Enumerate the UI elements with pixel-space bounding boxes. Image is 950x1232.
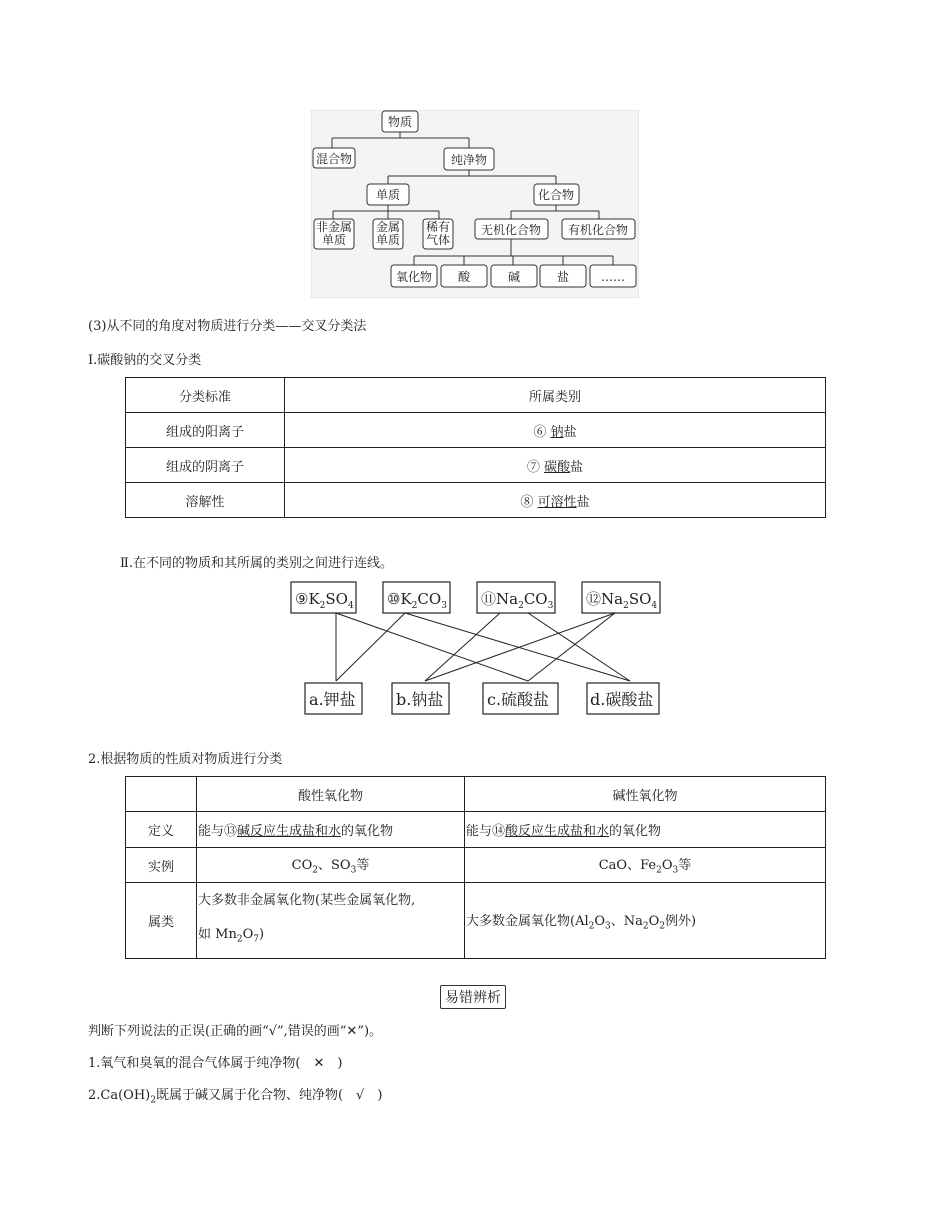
section-2-heading: 2.根据物质的性质对物质进行分类 xyxy=(88,752,283,767)
question-1: 1.氧气和臭氧的混合气体属于纯净物( ✕ ) xyxy=(88,1056,343,1071)
tree-compound: 化合物 xyxy=(537,188,575,202)
tree-inorganic: 无机化合物 xyxy=(480,223,542,237)
table-cell: CaO、$Fe_2O_3$等 xyxy=(465,848,826,883)
tree-leaf: 碱 xyxy=(507,270,521,284)
section-3-heading: (3)从不同的角度对物质进行分类——交叉分类法 xyxy=(88,319,367,334)
tree-metal-l2: 单质 xyxy=(375,233,401,247)
tree-root: 物质 xyxy=(387,115,413,129)
tree-leaf: 酸 xyxy=(457,270,471,284)
category-sodium-salt: b.钠盐 xyxy=(396,690,444,709)
tree-leaf: 盐 xyxy=(556,270,570,284)
error-analysis-title: 易错辨析 xyxy=(440,985,506,1009)
substance-k2so4: $⑨K_2SO_4$ xyxy=(295,590,354,611)
sodium-carbonate-table xyxy=(125,377,826,518)
table-cell: 能与⑬碱反应生成盐和水的氧化物 xyxy=(197,812,465,848)
classification-tree xyxy=(311,110,639,298)
table2-header-acidic: 酸性氧化物 xyxy=(197,777,465,812)
tree-leaf: 氧化物 xyxy=(395,270,433,284)
table-cell: ⑧ 可溶性盐 xyxy=(285,483,826,518)
table-cell: 大多数金属氧化物($Al_2O_3$、$Na_2O_2$例外) xyxy=(465,883,826,959)
table-row-label: 属类 xyxy=(126,883,197,959)
tree-mixture: 混合物 xyxy=(315,152,353,166)
category-potassium-salt: a.钾盐 xyxy=(309,690,356,709)
table-cell: 组成的阴离子 xyxy=(126,448,285,483)
table1-header-standard: 分类标准 xyxy=(126,378,285,413)
matching-diagram xyxy=(290,580,662,716)
tree-nonmetal-l2: 单质 xyxy=(321,233,347,247)
oxide-table xyxy=(125,776,826,959)
tree-organic: 有机化合物 xyxy=(567,223,629,237)
table-cell: 溶解性 xyxy=(126,483,285,518)
tree-metal-l1: 金属 xyxy=(375,220,401,234)
table-cell: 能与⑭酸反应生成盐和水的氧化物 xyxy=(465,812,826,848)
question-2: $2.Ca(OH)_2$既属于碱又属于化合物、纯净物( √ ) xyxy=(88,1088,383,1106)
error-intro: 判断下列说法的正误(正确的画“√”,错误的画“✕”)。 xyxy=(88,1024,383,1039)
substance-k2co3: $⑩K_2CO_3$ xyxy=(387,590,447,611)
table-row-label: 实例 xyxy=(126,848,197,883)
table-cell xyxy=(126,777,197,812)
tree-noble-l1: 稀有 xyxy=(425,220,451,234)
substance-na2co3: $⑪Na_2CO_3$ xyxy=(481,590,554,611)
table-cell: 大多数非金属氧化物(某些金属氧化物, 如 $Mn_2O_7$) xyxy=(197,883,465,959)
substance-na2so4: $⑫Na_2SO_4$ xyxy=(586,590,658,611)
category-sulfate: c.硫酸盐 xyxy=(487,690,550,709)
tree-leaf: …… xyxy=(601,270,625,284)
table-cell: 组成的阳离子 xyxy=(126,413,285,448)
section-i-heading: Ⅰ.碳酸钠的交叉分类 xyxy=(88,353,202,368)
category-carbonate: d.碳酸盐 xyxy=(590,690,654,709)
tree-nonmetal-l1: 非金属 xyxy=(315,220,353,234)
table-cell: ⑦ 碳酸盐 xyxy=(285,448,826,483)
table-row-label: 定义 xyxy=(126,812,197,848)
table1-header-category: 所属类别 xyxy=(285,378,826,413)
table-cell: $CO_2$、$SO_3$等 xyxy=(197,848,465,883)
tree-noble-l2: 气体 xyxy=(425,233,451,247)
tree-pure: 纯净物 xyxy=(450,153,488,167)
section-ii-heading: Ⅱ.在不同的物质和其所属的类别之间进行连线。 xyxy=(120,556,393,571)
table-cell: ⑥ 钠盐 xyxy=(285,413,826,448)
table2-header-basic: 碱性氧化物 xyxy=(465,777,826,812)
tree-element: 单质 xyxy=(375,188,401,202)
